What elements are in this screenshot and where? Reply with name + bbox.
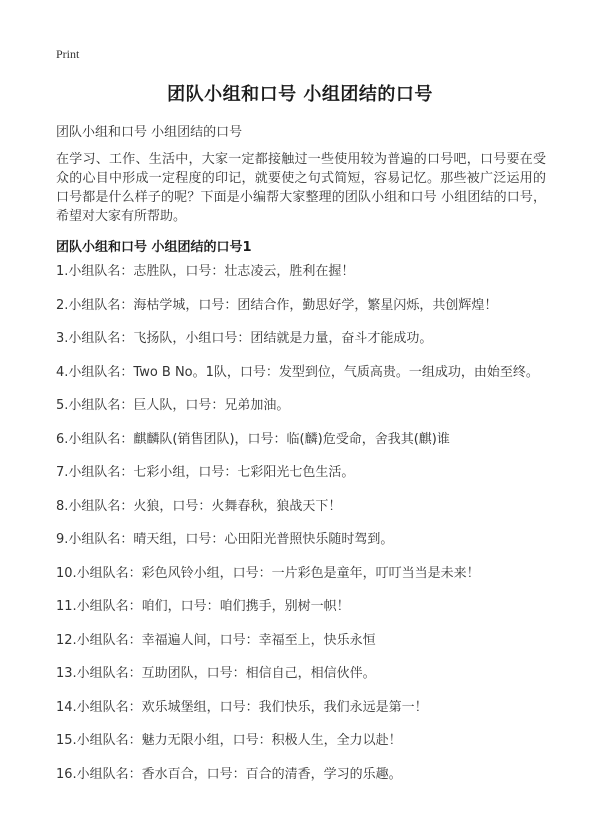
list-item: 16.小组队名：香水百合，口号：百合的清香，学习的乐趣。 <box>56 766 402 782</box>
list-item: 3.小组队名：飞扬队，小组口号：团结就是力量，奋斗才能成功。 <box>56 331 433 346</box>
list-item: 9.小组队名：晴天组，口号：心田阳光普照快乐随时驾到。 <box>56 532 394 547</box>
print-label[interactable]: Print <box>56 47 80 61</box>
list-item: 7.小组队名：七彩小组，口号：七彩阳光七色生活。 <box>56 465 355 480</box>
list-item: 13.小组队名：互助团队，口号：相信自己，相信伙伴。 <box>56 666 376 681</box>
page-title: 团队小组和口号 小组团结的口号 <box>167 84 433 105</box>
list-item: 15.小组队名：魅力无限小组，口号：积极人生，全力以赴！ <box>56 733 402 748</box>
list-item: 5.小组队名：巨人队，口号：兄弟加油。 <box>56 398 290 413</box>
list-item: 2.小组队名：海枯学城，口号：团结合作，勤思好学，繁星闪烁，共创辉煌！ <box>56 297 498 313</box>
list-item: 4.小组队名：Two B No。1队，口号：发型到位，气质高贵。一组成功，由始至终。 <box>56 364 539 380</box>
list-item: 11.小组队名：咱们，口号：咱们携手，别树一帜！ <box>56 599 350 614</box>
document-subtitle: 团队小组和口号 小组团结的口号 <box>56 125 243 140</box>
list-item: 6.小组队名：麒麟队(销售团队)，口号：临(麟)危受命，舍我其(麒)谁 <box>56 431 450 447</box>
list-item: 10.小组队名：彩色风铃小组，口号：一片彩色是童年，叮叮当当是未来！ <box>56 565 480 581</box>
intro-paragraph: 在学习、工作、生活中，大家一定都接触过一些使用较为普遍的口号吧，口号要在受众的心目中形成一定程度的印记，就要使之句式简短，容易记忆。那些被广泛运用的口号都是什么样子的呢？下面是小编帮大家整理的团队小组和口号 小组团结的口号，希望对大家有所帮助。 <box>56 152 546 224</box>
list-item: 14.小组队名：欢乐城堡组，口号：我们快乐，我们永远是第一！ <box>56 699 428 715</box>
section-heading: 团队小组和口号 小组团结的口号1 <box>56 240 252 255</box>
slogan-list <box>56 262 546 798</box>
list-item: 8.小组队名：火狼，口号：火舞春秋，狼战天下！ <box>56 498 342 514</box>
list-item: 1.小组队名：志胜队，口号：壮志凌云，胜利在握！ <box>56 264 355 279</box>
list-item: 12.小组队名：幸福遍人间，口号：幸福至上，快乐永恒 <box>56 632 376 648</box>
